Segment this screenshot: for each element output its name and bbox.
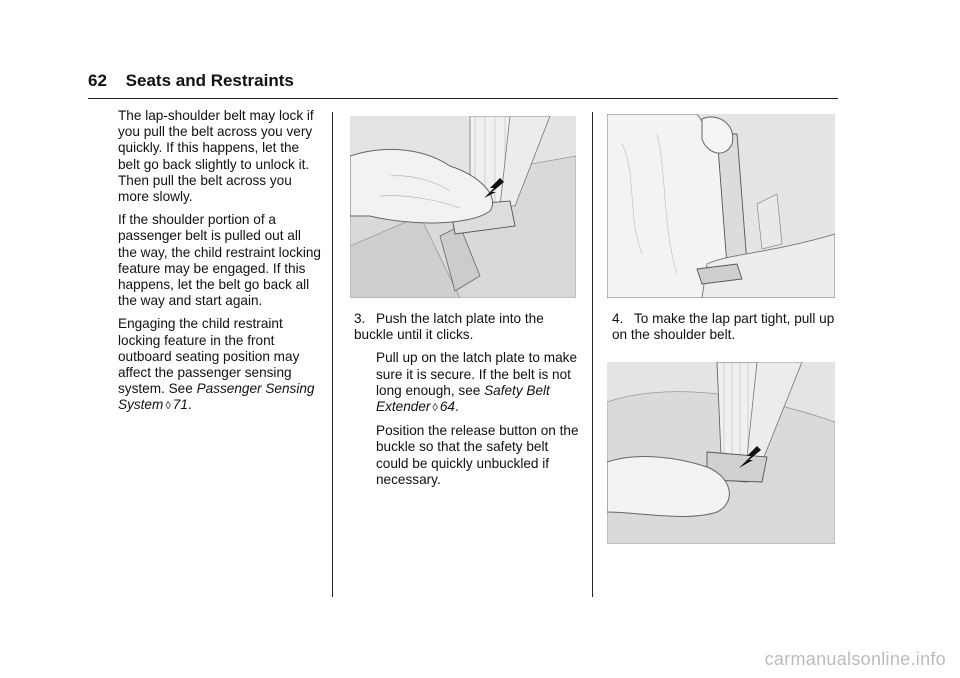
page-reference[interactable]: 71 (172, 397, 188, 413)
page-reference[interactable]: 64 (439, 399, 455, 415)
paragraph: Engaging the child restraint locking feature in the front outboard seating position may affect the passenger sensing system. See Passenger Sensing System ◊ 71. (118, 316, 315, 413)
reference-arrow-icon: ◊ (165, 400, 171, 413)
page-header (88, 71, 294, 91)
paragraph: The lap-shoulder belt may lock if you pull the belt across you very quickly. If this happens, let the belt go back slightly to unlock it. Then pull the belt across you more slowly. (118, 108, 314, 205)
illustration-tighten-lap-belt (607, 362, 835, 544)
header-rule (88, 98, 838, 99)
page-number: 62 (88, 71, 107, 90)
paragraph: Pull up on the latch plate to make sure it is secure. If the belt is not long enough, see Safety Belt Extender ◊ 64. (376, 350, 578, 415)
paragraph: If the shoulder portion of a passenger belt is pulled out all the way, the child restraint locking feature may be engaged. If this happens, let the belt go back all the way and start again. (118, 212, 321, 309)
illustration-pull-shoulder-belt (607, 114, 835, 298)
section-title: Seats and Restraints (125, 71, 294, 90)
column-divider-1 (332, 112, 333, 597)
step-text: Push the latch plate into the buckle until it clicks. (354, 311, 544, 343)
step-number: 3. (354, 311, 366, 326)
illustration-latch-buckle (350, 116, 576, 298)
step-3 (354, 311, 584, 495)
text-column-1 (118, 108, 323, 422)
cross-reference-link[interactable]: Safety Belt Extender (376, 382, 550, 415)
watermark: carmanualsonline.info (764, 649, 946, 669)
paragraph: Position the release button on the buckle so that the safety belt could be quickly unbuckled if necessary. (376, 423, 579, 487)
step-text: To make the lap part tight, pull up on the shoulder belt. (612, 311, 835, 343)
column-divider-2 (592, 112, 593, 597)
step-4 (612, 311, 836, 350)
reference-arrow-icon: ◊ (432, 402, 438, 415)
cross-reference-link[interactable]: Passenger Sensing System (118, 381, 315, 413)
step-number: 4. (612, 311, 624, 326)
